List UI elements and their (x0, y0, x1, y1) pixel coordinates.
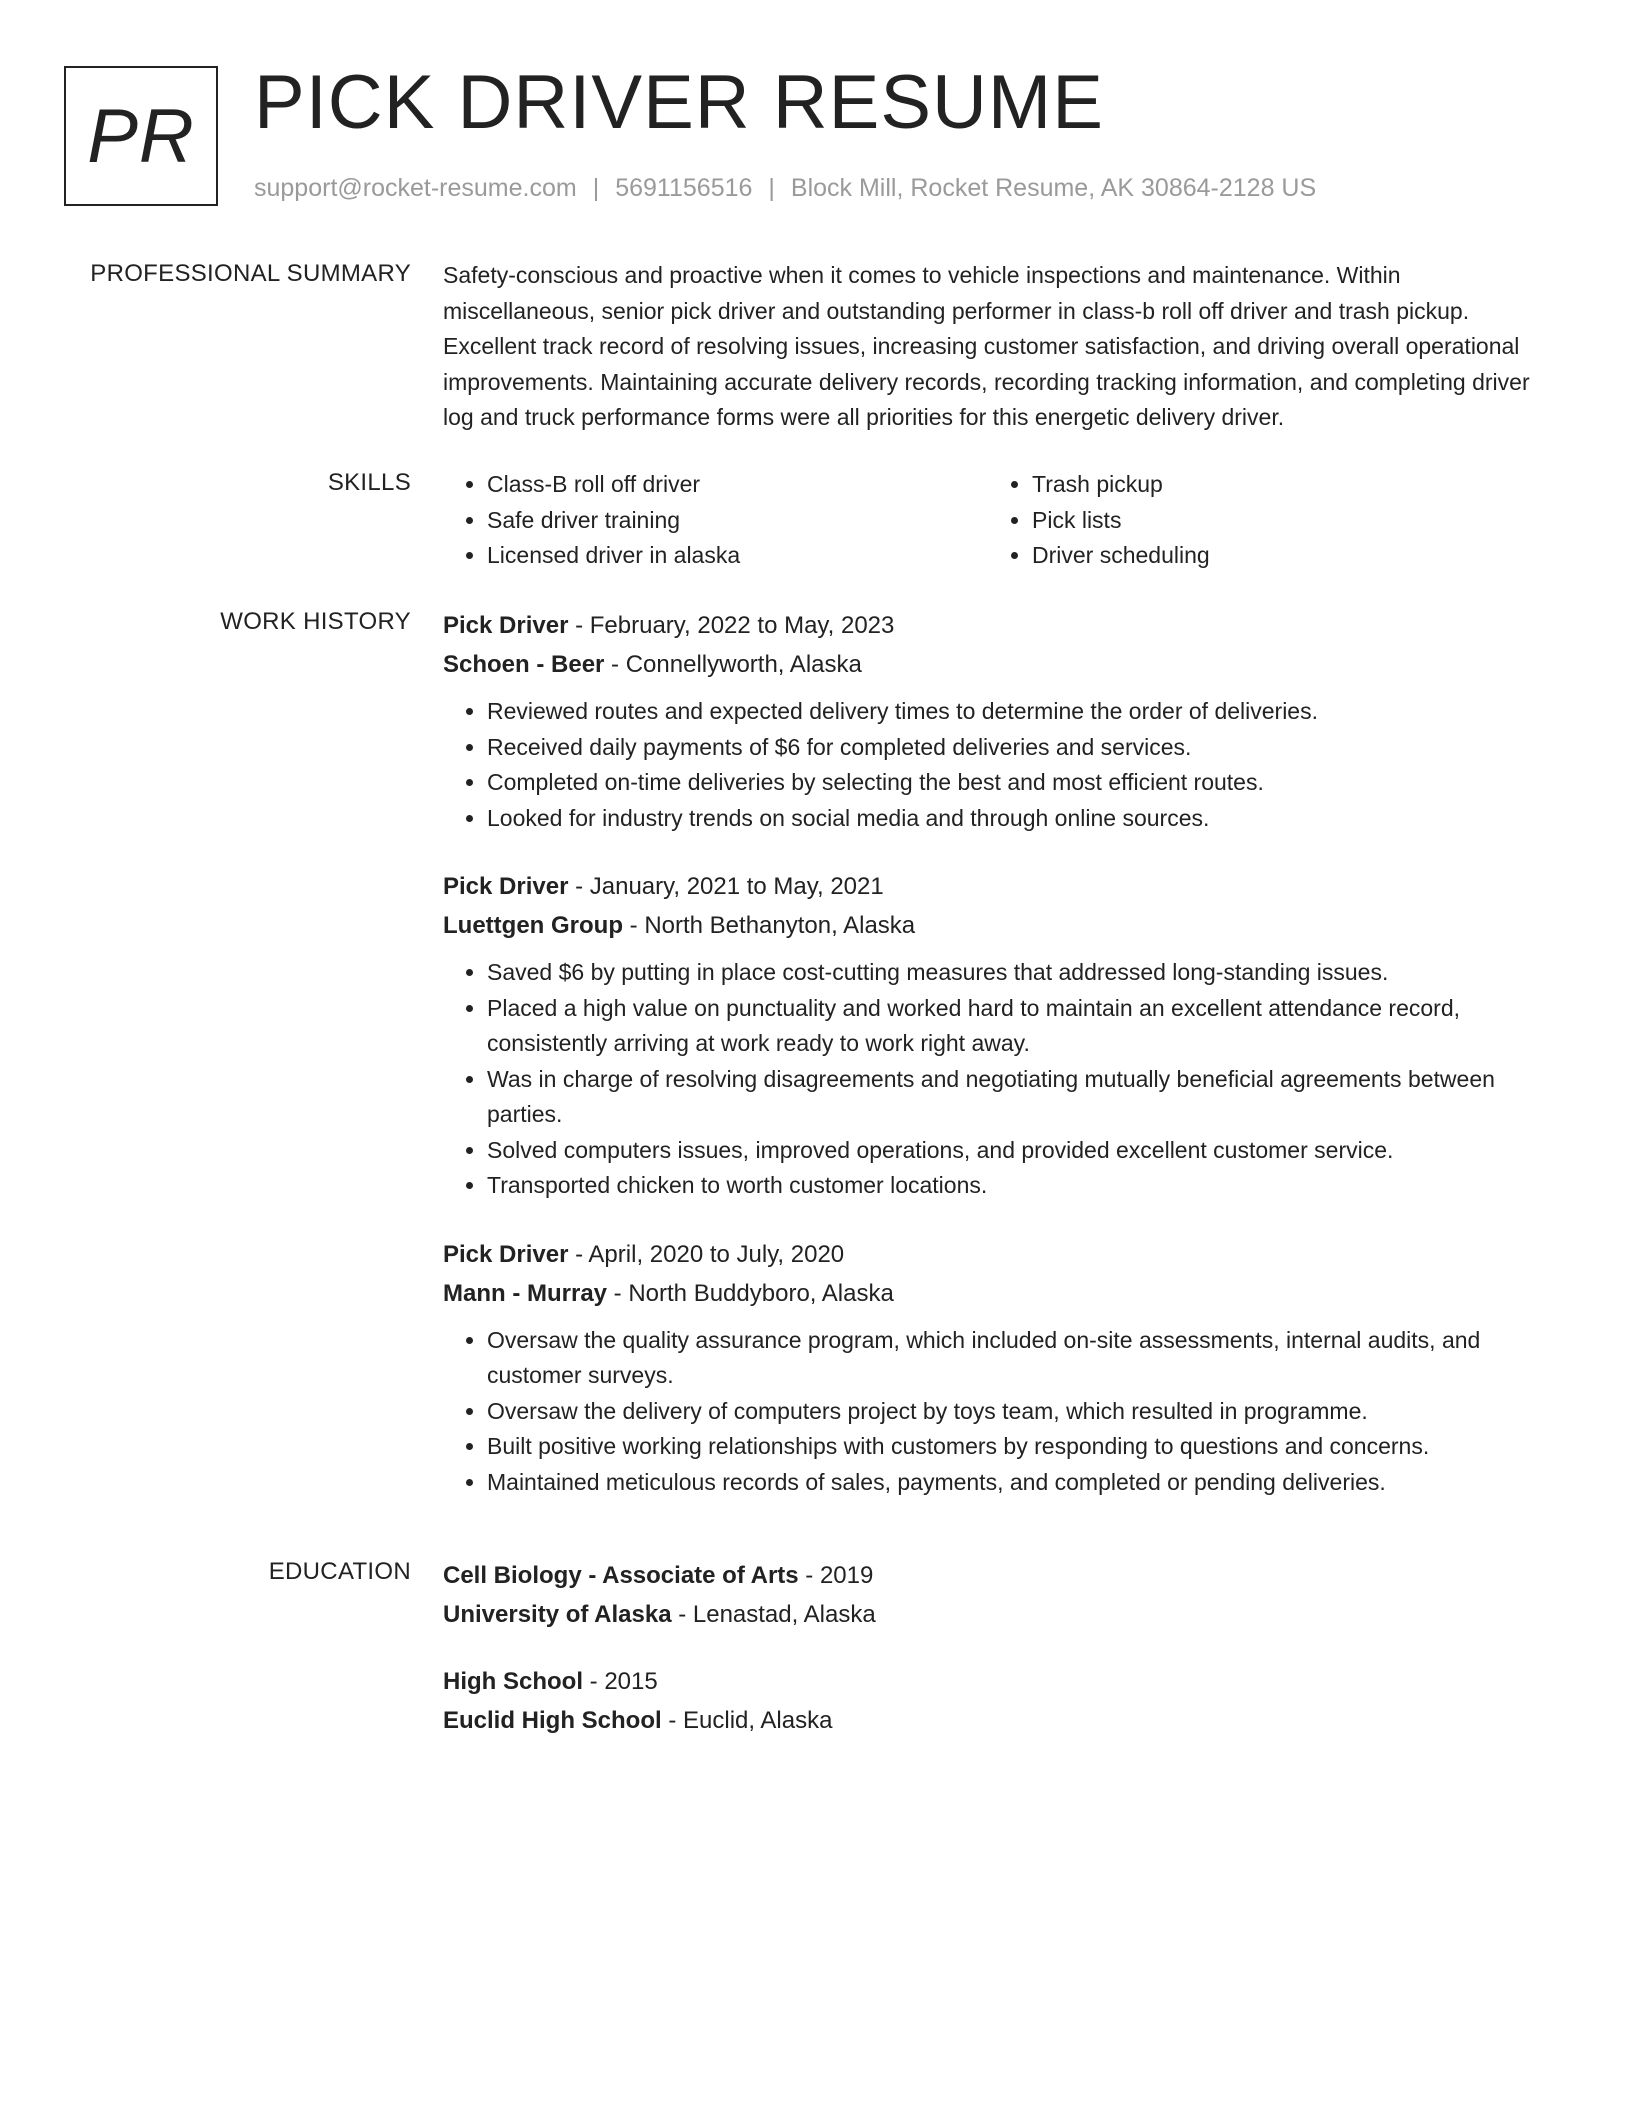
education-school: Euclid High School (443, 1707, 662, 1734)
job-location: - North Bethanyton, Alaska (622, 912, 916, 939)
contact-separator: | (768, 174, 775, 202)
education-location: - Euclid, Alaska (661, 1707, 833, 1734)
work-history-heading: WORK HISTORY (220, 608, 411, 635)
education-year: - 2019 (798, 1562, 874, 1589)
job-dates: - February, 2022 to May, 2023 (568, 612, 895, 639)
contact-separator: | (592, 174, 600, 202)
education-school-line (443, 1701, 1553, 1740)
job-bullet: • Oversaw the quality assurance program, which included on-site assessments, internal audits, and customer surveys. (487, 1323, 1553, 1394)
job-dates: - April, 2020 to July, 2020 (568, 1240, 845, 1268)
skill-item: • Licensed driver in alaska (487, 538, 988, 574)
job-entry (443, 606, 1553, 836)
skills-list-left (443, 467, 988, 574)
skill-item: • Driver scheduling (1032, 538, 1533, 574)
skills-list-right (988, 467, 1533, 574)
job-company: Mann - Murray (443, 1279, 608, 1307)
education-body (443, 1556, 1553, 1768)
summary-heading: PROFESSIONAL SUMMARY (90, 260, 411, 287)
job-location: - North Buddyboro, Alaska (607, 1279, 894, 1307)
education-degree: Cell Biology - Associate of Arts (443, 1562, 799, 1589)
job-bullet: • Built positive working relationships with customers by responding to questions and concerns. (487, 1429, 1553, 1465)
summary-body (443, 258, 1553, 436)
job-company: Schoen - Beer (443, 651, 605, 678)
job-bullet: • Received daily payments of $6 for completed deliveries and services. (487, 730, 1553, 766)
job-title-line (443, 1235, 1553, 1274)
skill-item: • Safe driver training (487, 503, 988, 539)
education-school-line (443, 1595, 1553, 1634)
job-title-line (443, 606, 1553, 645)
job-company: Luettgen Group (443, 912, 623, 939)
contact-email: support@rocket-resume.com (254, 174, 577, 202)
job-company-line (443, 906, 1553, 945)
job-bullet: • Was in charge of resolving disagreements and negotiating mutually beneficial agreements between parties. (487, 1062, 1553, 1133)
skills-grid (443, 467, 1553, 574)
skills-column-right (988, 467, 1533, 574)
skill-item: • Trash pickup (1032, 467, 1533, 503)
job-entry (443, 867, 1553, 1204)
education-degree-line (443, 1662, 1553, 1701)
job-bullet: • Maintained meticulous records of sales, payments, and completed or pending deliveries. (487, 1465, 1553, 1501)
job-location: - Connellyworth, Alaska (604, 651, 862, 678)
job-bullet: • Transported chicken to worth customer locations. (487, 1168, 1553, 1204)
contact-address: Block Mill, Rocket Resume, AK 30864-2128 US (790, 174, 1317, 202)
job-bullet: • Reviewed routes and expected delivery times to determine the order of deliveries. (487, 694, 1553, 730)
job-entry (443, 1235, 1553, 1501)
job-bullet: • Completed on-time deliveries by selecting the best and most efficient routes. (487, 765, 1553, 801)
monogram-badge (64, 66, 218, 206)
job-bullet: • Looked for industry trends on social media and through online sources. (487, 801, 1553, 837)
job-title: Pick Driver (443, 873, 569, 900)
summary-text: Safety-conscious and proactive when it comes to vehicle inspections and maintenance. Within miscellaneous, senior pick driver and outstanding performer in class-b roll off driver and trash pickup. Excellent track record of resolving issues, increasing customer satisfaction, and driving overall operational improvements. Maintaining accurate delivery records, recording tracking information, and completing driver log and truck performance forms were all priorities for this energetic delivery driver. (443, 262, 1530, 430)
education-heading: EDUCATION (268, 1558, 411, 1585)
job-company-line (443, 645, 1553, 684)
education-location: - Lenastad, Alaska (671, 1601, 876, 1628)
skill-item: • Pick lists (1032, 503, 1533, 539)
contact-phone: 5691156516 (615, 174, 753, 202)
job-bullet: • Saved $6 by putting in place cost-cutting measures that addressed long-standing issues. (487, 955, 1553, 991)
job-title-line (443, 867, 1553, 906)
job-bullets (443, 955, 1553, 1204)
job-bullets (443, 694, 1553, 836)
skills-heading: SKILLS (327, 469, 411, 496)
job-company-line (443, 1274, 1553, 1313)
job-title: Pick Driver (443, 1240, 569, 1268)
resume-title: PICK DRIVER RESUME (254, 60, 1104, 145)
job-bullet: • Placed a high value on punctuality and worked hard to maintain an excellent attendance record, consistently arriving at work ready to work right away. (487, 991, 1553, 1062)
job-title: Pick Driver (443, 612, 569, 639)
job-bullet: • Oversaw the delivery of computers project by toys team, which resulted in programme. (487, 1394, 1553, 1430)
education-degree-line (443, 1556, 1553, 1595)
skill-item: • Class-B roll off driver (487, 467, 988, 503)
job-bullets (443, 1323, 1553, 1501)
monogram-initials: PR (87, 93, 195, 179)
job-bullet: • Solved computers issues, improved operations, and provided excellent customer service. (487, 1133, 1553, 1169)
contact-line (254, 172, 1316, 204)
job-dates: - January, 2021 to May, 2021 (568, 873, 884, 900)
education-entry (443, 1556, 1553, 1634)
education-year: - 2015 (583, 1668, 658, 1695)
education-degree: High School (443, 1668, 583, 1695)
work-history-body (443, 606, 1553, 1531)
education-school: University of Alaska (443, 1601, 672, 1628)
education-entry (443, 1662, 1553, 1740)
skills-body (443, 467, 1553, 574)
skills-column-left (443, 467, 988, 574)
